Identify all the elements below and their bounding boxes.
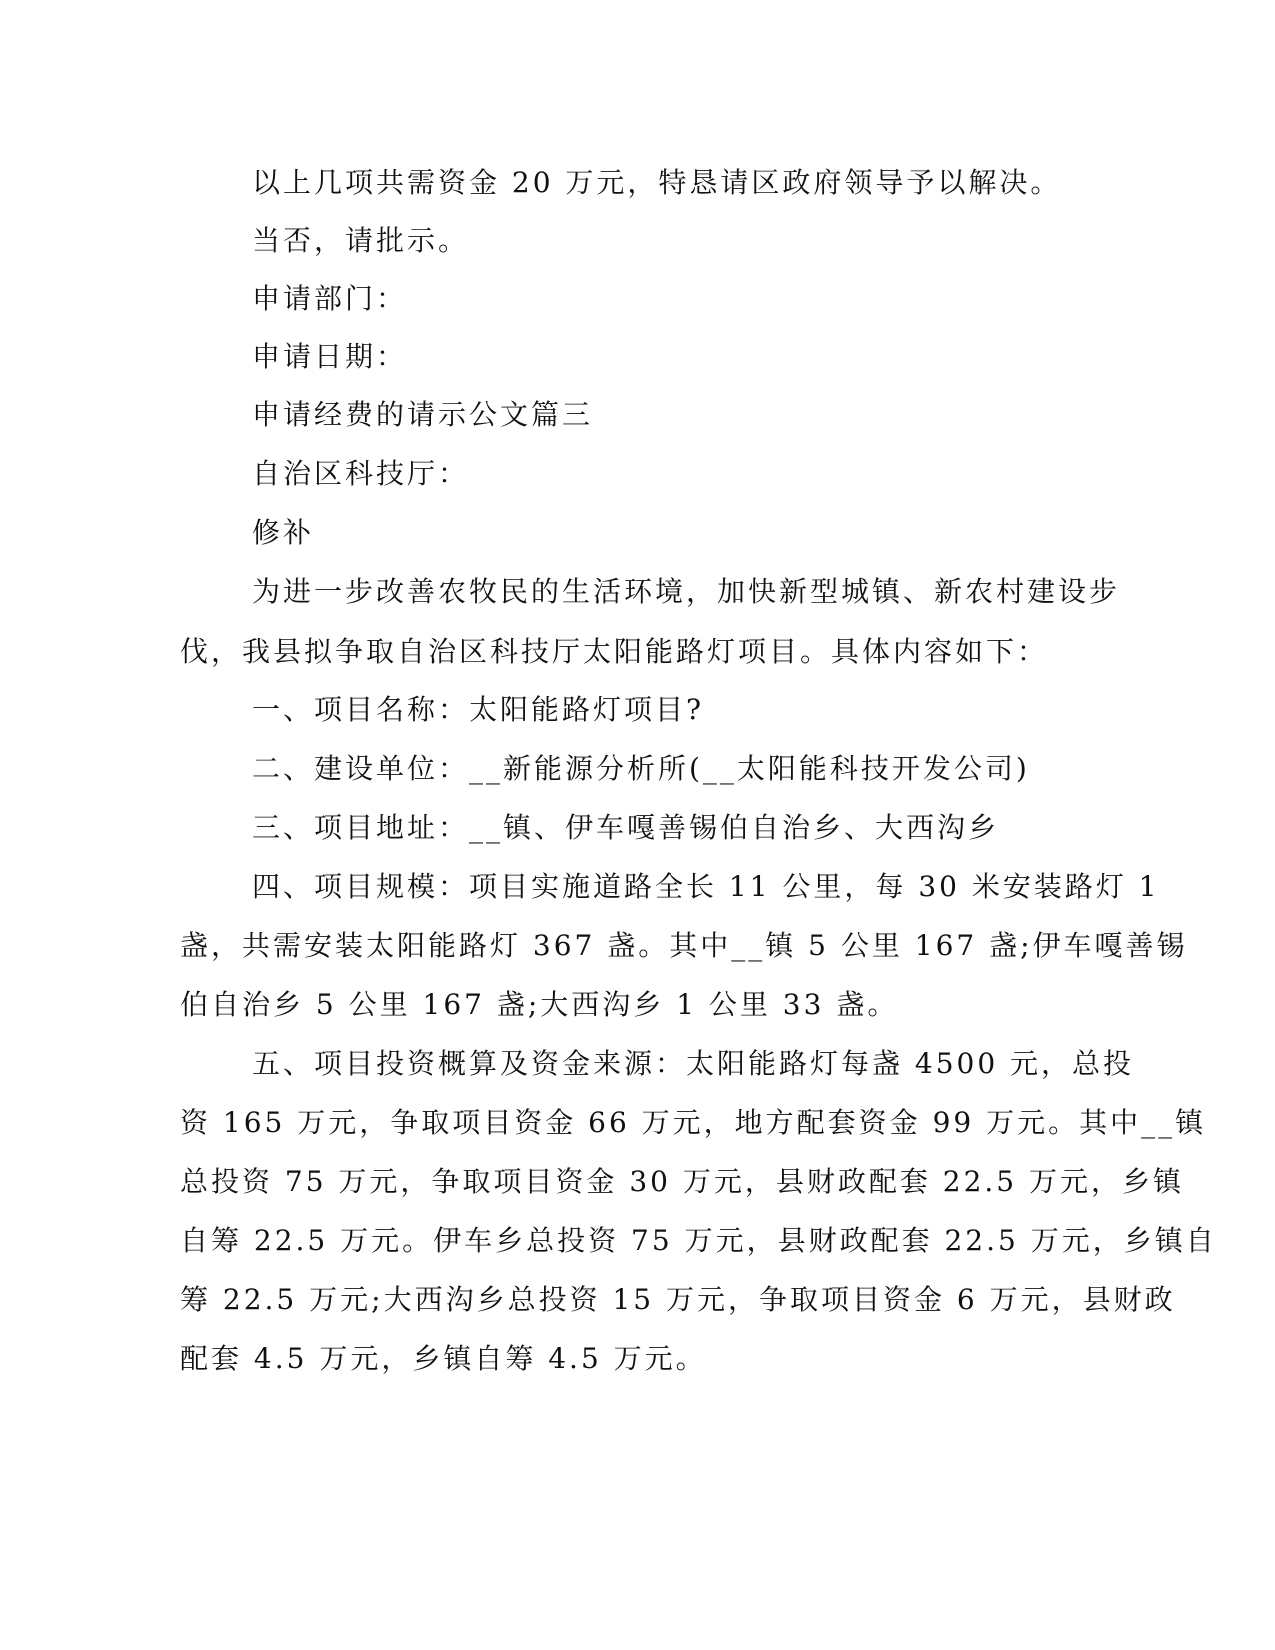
paragraph-line: 筹 22.5 万元;大西沟乡总投资 15 万元，争取项目资金 6 万元，县财政: [180, 1283, 1176, 1316]
paragraph-line: 资 165 万元，争取项目资金 66 万元，地方配套资金 99 万元。其中__镇: [180, 1106, 1207, 1139]
text-line-applicant-department: 申请部门：: [252, 282, 408, 315]
paragraph-line: 总投资 75 万元，争取项目资金 30 万元，县财政配套 22.5 万元，乡镇: [180, 1165, 1185, 1198]
text-line-approval-request: 当否，请批示。: [252, 224, 470, 257]
paragraph-line: 伐，我县拟争取自治区科技厅太阳能路灯项目。具体内容如下：: [180, 635, 1049, 668]
text-line-application-date: 申请日期：: [252, 340, 408, 373]
paragraph-line: 配套 4.5 万元，乡镇自筹 4.5 万元。: [180, 1342, 707, 1375]
paragraph-line: 为进一步改善农牧民的生活环境，加快新型城镇、新农村建设步: [252, 575, 1121, 608]
text-line-note: 修补: [252, 516, 315, 549]
list-item-project-name: 一、项目名称：太阳能路灯项目?: [252, 693, 705, 726]
list-item-project-scale: 四、项目规模：项目实施道路全长 11 公里，每 30 米安装路灯 1: [252, 870, 1160, 903]
recipient-line: 自治区科技厅：: [252, 457, 470, 490]
list-item-investment: 五、项目投资概算及资金来源：太阳能路灯每盏 4500 元，总投: [252, 1047, 1135, 1080]
list-item-project-address: 三、项目地址：__镇、伊车嘎善锡伯自治乡、大西沟乡: [252, 811, 1000, 844]
paragraph-line: 伯自治乡 5 公里 167 盏;大西沟乡 1 公里 33 盏。: [180, 988, 899, 1021]
paragraph-line: 自筹 22.5 万元。伊车乡总投资 75 万元，县财政配套 22.5 万元，乡镇自: [180, 1224, 1217, 1257]
section-heading: 申请经费的请示公文篇三: [252, 398, 594, 431]
list-item-construction-unit: 二、建设单位：__新能源分析所(__太阳能科技开发公司): [252, 752, 1030, 785]
text-line-funding-request: 以上几项共需资金 20 万元，特恳请区政府领导予以解决。: [252, 166, 1062, 199]
paragraph-line: 盏，共需安装太阳能路灯 367 盏。其中__镇 5 公里 167 盏;伊车嘎善锡: [180, 929, 1188, 962]
